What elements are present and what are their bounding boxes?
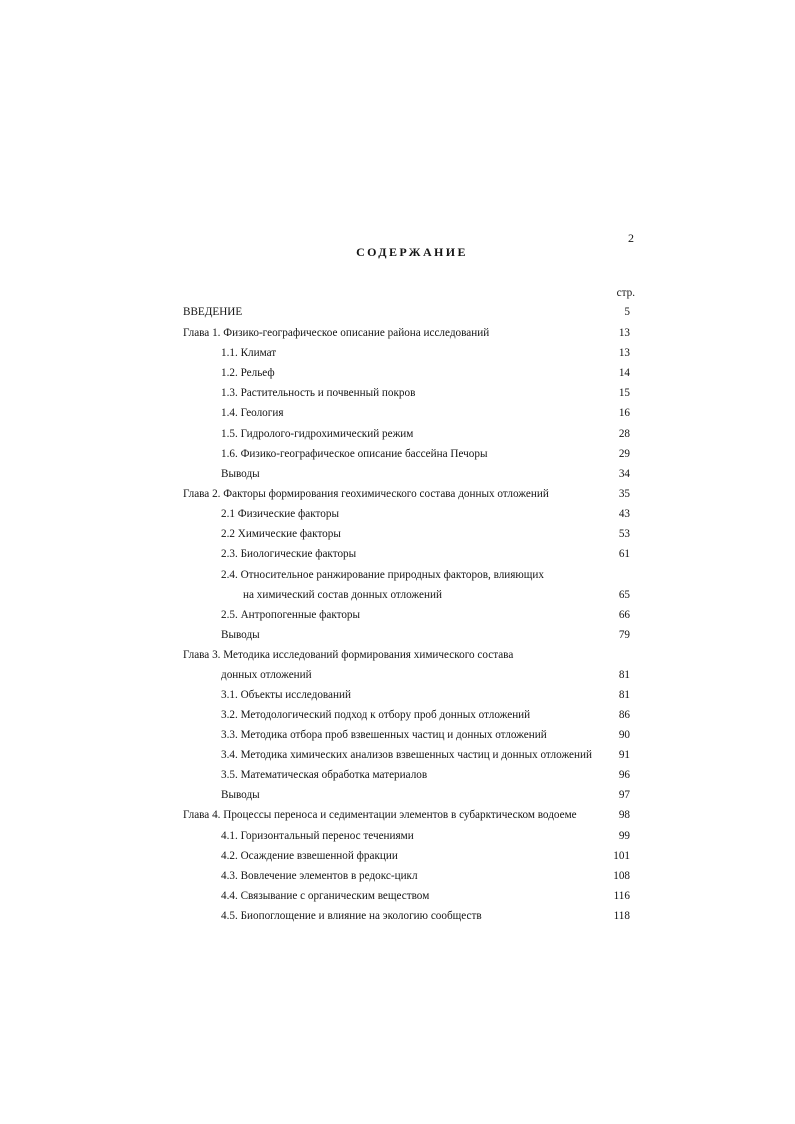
toc-entry-page: 99 bbox=[618, 830, 630, 842]
toc-entry-chapter-3-continued[interactable] bbox=[0, 667, 795, 683]
toc-entry-2-2[interactable] bbox=[0, 526, 795, 542]
toc-entry-2-4[interactable] bbox=[0, 567, 795, 583]
toc-entry-3-5[interactable] bbox=[0, 767, 795, 783]
toc-entry-page: 97 bbox=[618, 789, 630, 801]
toc-entry-page: 65 bbox=[618, 589, 630, 601]
toc-entry-page: 16 bbox=[618, 407, 630, 419]
page-column-header: стр. bbox=[616, 287, 635, 299]
toc-entry-label: 1.2. Рельеф bbox=[221, 367, 275, 379]
toc-entry-page: 81 bbox=[618, 669, 630, 681]
toc-entry-label: 1.6. Физико-географическое описание бассейна Печоры bbox=[221, 448, 488, 460]
toc-entry-page: 86 bbox=[618, 709, 630, 721]
toc-entry-1-6[interactable] bbox=[0, 446, 795, 462]
toc-entry-label: 4.5. Биопоглощение и влияние на экологию сообществ bbox=[221, 910, 482, 922]
toc-entry-page: 34 bbox=[618, 468, 630, 480]
toc-entry-introduction[interactable] bbox=[0, 304, 795, 320]
toc-entry-label: 2.2 Химические факторы bbox=[221, 528, 341, 540]
toc-entry-page: 96 bbox=[618, 769, 630, 781]
toc-entry-chapter-3[interactable] bbox=[0, 647, 795, 663]
toc-entry-3-1[interactable] bbox=[0, 687, 795, 703]
toc-entry-page: 118 bbox=[613, 910, 630, 922]
toc-entry-page: 29 bbox=[618, 448, 630, 460]
toc-entry-label: 2.5. Антропогенные факторы bbox=[221, 609, 361, 621]
toc-entry-label: Глава 2. Факторы формирования геохимического состава донных отложений bbox=[183, 488, 549, 500]
toc-entry-1-2[interactable] bbox=[0, 365, 795, 381]
toc-entry-1-4[interactable] bbox=[0, 405, 795, 421]
page-number: 2 bbox=[628, 231, 634, 245]
toc-entry-label: 2.3. Биологические факторы bbox=[221, 548, 357, 560]
toc-entry-label: 1.4. Геология bbox=[221, 407, 284, 419]
toc-entry-label: 1.3. Растительность и почвенный покров bbox=[221, 387, 416, 399]
toc-entry-page: 66 bbox=[618, 609, 630, 621]
toc-entry-2-1[interactable] bbox=[0, 506, 795, 522]
toc-entry-label: 4.3. Вовлечение элементов в редокс-цикл bbox=[221, 870, 418, 882]
toc-entry-label: 4.4. Связывание с органическим веществом bbox=[221, 890, 430, 902]
toc-entry-1-3[interactable] bbox=[0, 385, 795, 401]
toc-entry-label: 4.1. Горизонтальный перенос течениями bbox=[221, 830, 414, 842]
toc-entry-page: 43 bbox=[618, 508, 630, 520]
toc-entry-label: 2.4. Относительное ранжирование природных факторов, влияющих bbox=[221, 569, 544, 581]
toc-entry-label: Выводы bbox=[221, 468, 260, 480]
toc-entry-4-3[interactable] bbox=[0, 868, 795, 884]
toc-entry-3-3[interactable] bbox=[0, 727, 795, 743]
toc-entry-label: 3.3. Методика отбора проб взвешенных частиц и донных отложений bbox=[221, 729, 547, 741]
toc-entry-label: донных отложений bbox=[221, 669, 312, 681]
toc-entry-label: 1.5. Гидролого-гидрохимический режим bbox=[221, 428, 414, 440]
toc-entry-page: 53 bbox=[618, 528, 630, 540]
toc-entry-label: 2.1 Физические факторы bbox=[221, 508, 339, 520]
toc-entry-page: 101 bbox=[613, 850, 630, 862]
toc-entry-1-5[interactable] bbox=[0, 426, 795, 442]
toc-entry-label: Глава 3. Методика исследований формирования химического состава bbox=[183, 649, 514, 661]
toc-entry-page: 35 bbox=[618, 488, 630, 500]
toc-entry-chapter-4[interactable] bbox=[0, 807, 795, 823]
toc-entry-label: Глава 4. Процессы переноса и седиментации элементов в субарктическом водоеме bbox=[183, 809, 577, 821]
toc-entry-page: 116 bbox=[613, 890, 630, 902]
toc-entry-page: 81 bbox=[618, 689, 630, 701]
toc-entry-page: 13 bbox=[618, 347, 630, 359]
toc-entry-4-5[interactable] bbox=[0, 908, 795, 924]
toc-entry-page: 15 bbox=[618, 387, 630, 399]
toc-entry-page: 90 bbox=[618, 729, 630, 741]
toc-entry-chapter-1-conclusions[interactable] bbox=[0, 466, 795, 482]
toc-entry-1-1[interactable] bbox=[0, 345, 795, 361]
toc-entry-label: 3.2. Методологический подход к отбору проб донных отложений bbox=[221, 709, 531, 721]
toc-entry-4-1[interactable] bbox=[0, 828, 795, 844]
toc-entry-3-4[interactable] bbox=[0, 747, 795, 763]
toc-entry-2-4-continued[interactable] bbox=[0, 587, 795, 603]
toc-entry-page: 5 bbox=[624, 306, 630, 318]
toc-entry-label: Выводы bbox=[221, 789, 260, 801]
toc-entry-chapter-3-conclusions[interactable] bbox=[0, 787, 795, 803]
toc-entry-2-3[interactable] bbox=[0, 546, 795, 562]
toc-entry-page: 61 bbox=[618, 548, 630, 560]
toc-entry-label: 4.2. Осаждение взвешенной фракции bbox=[221, 850, 398, 862]
toc-entry-chapter-1[interactable] bbox=[0, 325, 795, 341]
toc-entry-label: Глава 1. Физико-географическое описание района исследований bbox=[183, 327, 490, 339]
toc-entry-page: 98 bbox=[618, 809, 630, 821]
toc-entry-page: 13 bbox=[618, 327, 630, 339]
toc-entry-chapter-2-conclusions[interactable] bbox=[0, 627, 795, 643]
toc-entry-label: на химический состав донных отложений bbox=[243, 589, 442, 601]
toc-entry-2-5[interactable] bbox=[0, 607, 795, 623]
toc-entry-page: 91 bbox=[618, 749, 630, 761]
toc-entry-page: 79 bbox=[618, 629, 630, 641]
toc-entry-page: 14 bbox=[618, 367, 630, 379]
toc-entry-label: 1.1. Климат bbox=[221, 347, 277, 359]
toc-entry-4-2[interactable] bbox=[0, 848, 795, 864]
toc-entry-page: 28 bbox=[618, 428, 630, 440]
toc-entry-3-2[interactable] bbox=[0, 707, 795, 723]
page-title: СОДЕРЖАНИЕ bbox=[356, 245, 468, 259]
toc-entry-label: Выводы bbox=[221, 629, 260, 641]
toc-entry-chapter-2[interactable] bbox=[0, 486, 795, 502]
page-column-header-row bbox=[0, 285, 795, 301]
toc-entry-4-4[interactable] bbox=[0, 888, 795, 904]
toc-entry-label: ВВЕДЕНИЕ bbox=[183, 306, 243, 318]
toc-entry-label: 3.1. Объекты исследований bbox=[221, 689, 351, 701]
toc-entry-label: 3.5. Математическая обработка материалов bbox=[221, 769, 428, 781]
toc-entry-page: 108 bbox=[613, 870, 630, 882]
toc-entry-label: 3.4. Методика химических анализов взвешенных частиц и донных отложений bbox=[221, 749, 592, 761]
